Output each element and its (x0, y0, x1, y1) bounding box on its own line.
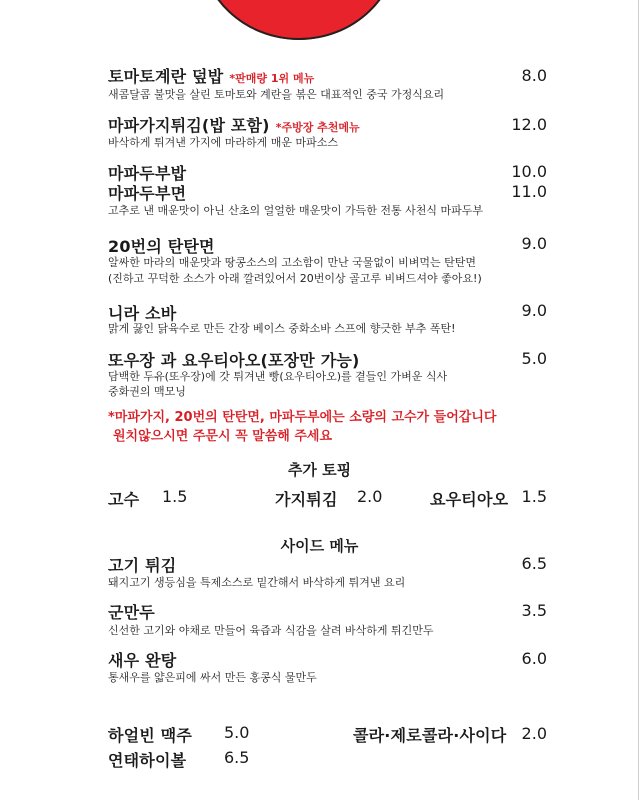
topping-price: 1.5 (162, 487, 188, 506)
menu-item-price: 10.0 (511, 162, 547, 181)
drink-name: 콜라·제로콜라·사이다 (353, 726, 507, 745)
menu-item-desc-2: 중화권의 맥모닝 (108, 385, 186, 398)
topping-name: 가지튀김 (275, 490, 338, 509)
menu-item-tag: *주방장 추천메뉴 (275, 121, 360, 134)
menu-item-name: 마파가지튀김(밥 포함) (108, 116, 270, 135)
menu-item-desc: 새콤달콤 불맛을 살린 토마토와 계란을 볶은 대표적인 중국 가정식요리 (108, 88, 445, 101)
menu-item-name: 마파두부면 (108, 184, 187, 203)
drink-name: 하얼빈 맥주 (108, 726, 193, 745)
drink-price: 6.5 (224, 748, 250, 767)
cilantro-notice: *마파가지, 20번의 탄탄면, 마파두부에는 소량의 고수가 들어갑니다 (108, 410, 497, 425)
menu-item-name: 니라 소바 (108, 304, 177, 323)
side-desc: 신선한 고기와 야채로 만들어 육즙과 식감을 살려 바삭하게 튀긴만두 (108, 624, 434, 637)
menu-item-name: 또우장 과 요우티아오(포장만 가능) (108, 351, 360, 370)
topping-name: 요우티아오 (430, 490, 509, 509)
sides-title: 사이드 메뉴 (280, 537, 359, 555)
menu-item-price: 8.0 (521, 66, 547, 85)
menu-item-desc: 알싸한 마라의 매운맛과 땅콩소스의 고소함이 만난 국물없이 비벼먹는 탄탄면 (108, 256, 477, 269)
menu-item-price: 9.0 (521, 234, 547, 253)
side-name: 군만두 (108, 603, 155, 622)
menu-item-name: 20번의 탄탄면 (108, 237, 215, 256)
drink-name: 연태하이볼 (108, 751, 187, 770)
side-name: 새우 완탕 (108, 651, 177, 670)
side-desc: 돼지고기 생등심을 특제소스로 밑간해서 바삭하게 튀겨낸 요리 (108, 576, 406, 589)
menu-item-desc-2: (진하고 꾸덕한 소스가 아래 깔려있어서 20번이상 골고루 비벼드셔야 좋아요!) (108, 272, 482, 285)
drink-price: 5.0 (224, 723, 250, 742)
drink-price: 2.0 (521, 724, 547, 743)
restaurant-logo (199, 0, 399, 40)
side-desc: 통새우를 얇은피에 싸서 만든 홍콩식 물만두 (108, 671, 317, 684)
menu-item-price: 5.0 (521, 349, 547, 368)
side-price: 3.5 (521, 601, 547, 620)
menu-item-desc: 고추로 낸 매운맛이 아닌 산초의 얼얼한 매운맛이 가득한 전통 사천식 마파두부 (108, 204, 483, 217)
side-price: 6.0 (521, 649, 547, 668)
menu-item-price: 12.0 (511, 115, 547, 134)
cilantro-notice-2: 원치않으시면 주문시 꼭 말씀해 주세요 (113, 429, 333, 444)
side-name: 고기 튀김 (108, 556, 177, 575)
menu-item-tomato-egg (108, 64, 314, 87)
toppings-title: 추가 토핑 (287, 461, 352, 479)
menu-item-mapa-eggplant (108, 113, 360, 136)
menu-item-name: 토마토계란 덮밥 (108, 67, 224, 86)
menu-item-desc: 바삭하게 튀겨낸 가지에 마라하게 매운 마파소스 (108, 136, 339, 149)
menu-item-price: 9.0 (521, 301, 547, 320)
menu-item-tag: *판매량 1위 메뉴 (229, 72, 315, 85)
side-price: 6.5 (521, 554, 547, 573)
topping-price: 1.5 (521, 487, 547, 506)
menu-item-name: 마파두부밥 (108, 164, 187, 183)
menu-item-desc: 담백한 두유(또우장)에 갓 튀겨낸 빵(요우티아오)를 곁들인 가벼운 식사 (108, 370, 448, 383)
menu-item-desc: 맑게 끓인 닭육수로 만든 간장 베이스 중화소바 스프에 향긋한 부추 폭탄! (108, 322, 456, 335)
menu-item-price: 11.0 (511, 182, 547, 201)
topping-price: 2.0 (357, 487, 383, 506)
topping-name: 고수 (108, 490, 140, 509)
